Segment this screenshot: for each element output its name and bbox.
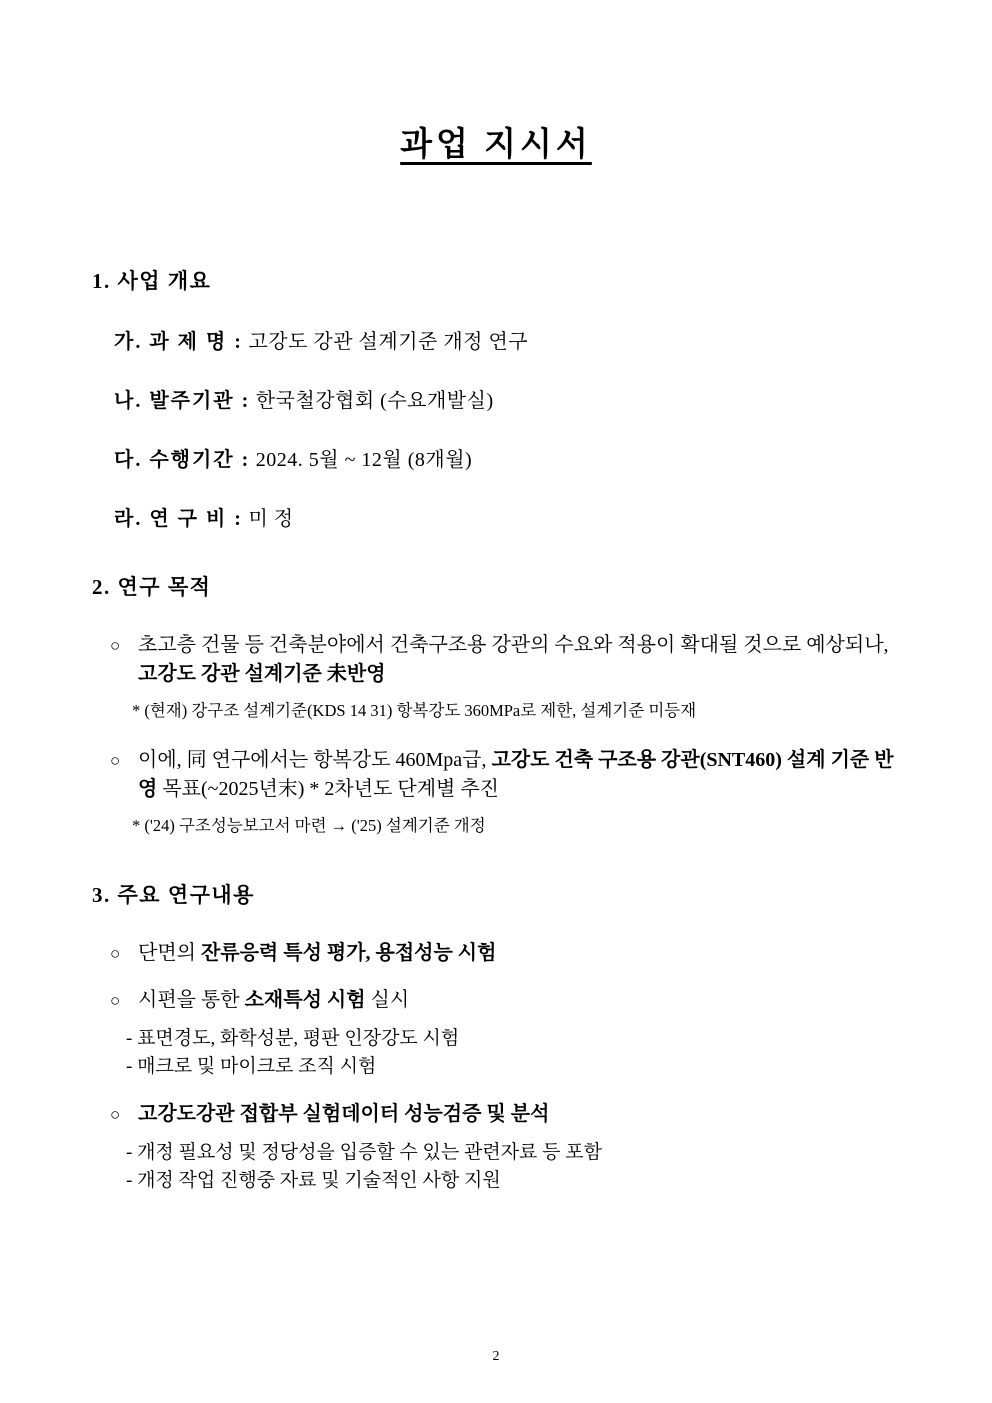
overview-item-client-label: 나. 발주기관 :: [114, 390, 251, 412]
section-heading: 3. 주요 연구내용: [92, 882, 255, 907]
bullet-circle-icon: ○: [110, 943, 121, 963]
page-number: 2: [492, 1349, 500, 1364]
purpose-bullet-2: [92, 746, 900, 804]
content-bullet-2-text-tail: 실시: [365, 988, 410, 1011]
section-project-overview: [92, 265, 900, 531]
section-heading: 1. 사업 개요: [92, 269, 212, 293]
overview-item-period-label: 다. 수행기간 :: [114, 449, 251, 471]
content-bullet-2-subitem-1: - 표면경도, 화학성분, 평판 인장강도 시험: [126, 1027, 460, 1049]
content-bullet-2-text: 시편을 통한: [138, 988, 245, 1011]
overview-item-client: [92, 384, 900, 413]
purpose-bullet-1-note: * (현재) 강구조 설계기준(KDS 14 31) 항복강도 360MPa로 제한, 설계기준 미등재: [132, 701, 697, 720]
content-bullet-1-emphasis: 잔류응력 특성 평가, 용접성능 시험: [200, 941, 497, 964]
bullet-circle-icon: ○: [110, 1104, 121, 1124]
overview-item-period: [92, 443, 900, 472]
section-research-purpose: [92, 571, 900, 839]
section-research-content: [92, 879, 900, 1196]
bullet-circle-icon: ○: [110, 636, 121, 655]
content-bullet-3: [92, 1100, 900, 1129]
overview-item-subject-value: 고강도 강관 설계기준 개정 연구: [248, 331, 529, 353]
overview-item-client-value: 한국철강협회 (수요개발실): [255, 390, 494, 412]
content-bullet-3-emphasis: 고강도강관 접합부 실험데이터 성능검증 및 분석: [138, 1102, 550, 1125]
overview-item-period-value: 2024. 5월 ~ 12월 (8개월): [255, 449, 473, 471]
section-heading: 2. 연구 목적: [92, 575, 212, 599]
bullet-circle-icon: ○: [110, 990, 121, 1010]
overview-item-budget: [92, 502, 900, 531]
purpose-bullet-2-text-tail: 목표(~2025년末) * 2차년도 단계별 추진: [157, 777, 499, 800]
content-bullet-1-text: 단면의: [138, 941, 201, 964]
content-bullet-2: [92, 986, 900, 1015]
overview-item-subject-label: 가. 과 제 명 :: [114, 331, 243, 353]
content-bullet-1: [92, 939, 900, 968]
purpose-bullet-1: [92, 631, 900, 689]
purpose-bullet-1-emphasis: 고강도 강관 설계기준 未반영: [138, 663, 386, 685]
purpose-bullet-1-text: 초고층 건물 등 건축분야에서 건축구조용 강관의 수요와 적용이 확대될 것으로 예상되나,: [138, 634, 889, 656]
page-title: 과업 지시서: [400, 127, 592, 163]
overview-item-budget-value: 미 정: [248, 508, 294, 530]
content-bullet-2-emphasis: 소재특성 시험: [244, 988, 366, 1011]
content-bullet-3-subitem-2: - 개정 작업 진행중 자료 및 기술적인 사항 지원: [126, 1170, 501, 1191]
purpose-bullet-2-note: * ('24) 구조성능보고서 마련 → ('25) 설계기준 개정: [132, 815, 486, 835]
purpose-bullet-2-emphasis: 고강도 건축 구조용 강관(SNT460) 설계 기준 반영: [138, 748, 894, 800]
overview-item-subject: [92, 325, 900, 354]
bullet-circle-icon: ○: [110, 750, 121, 770]
overview-item-budget-label: 라. 연 구 비 :: [114, 508, 243, 530]
content-bullet-3-subitem-1: - 개정 필요성 및 정당성을 입증할 수 있는 관련자료 등 포함: [126, 1141, 602, 1163]
content-bullet-2-subitem-2: - 매크로 및 마이크로 조직 시험: [126, 1056, 377, 1077]
purpose-bullet-2-text: 이에, 同 연구에서는 항복강도 460Mpa급,: [138, 748, 492, 771]
